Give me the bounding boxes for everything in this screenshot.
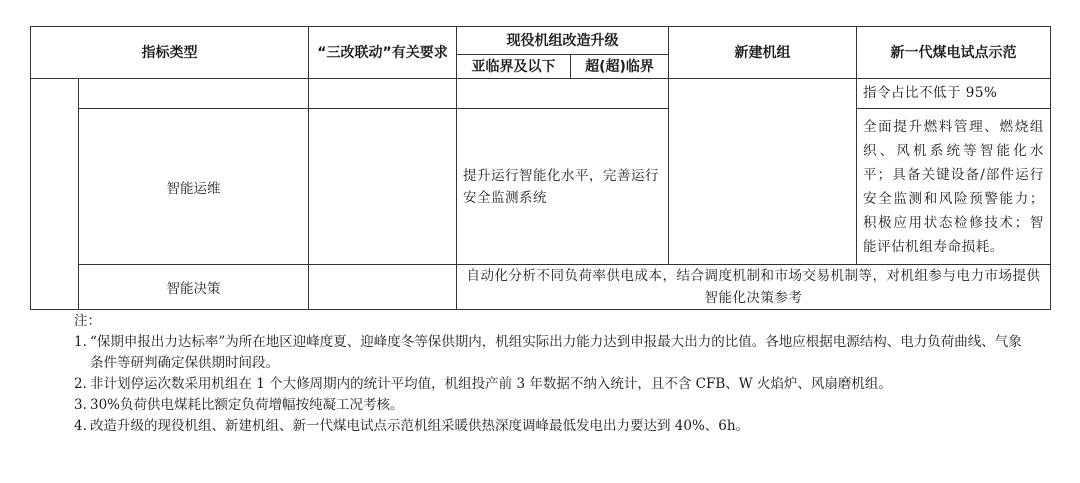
header-new-build: 新建机组 (669, 27, 857, 79)
header-existing-upgrade: 现役机组改造升级 (457, 27, 669, 55)
note-text: 非计划停运次数采用机组在 1 个大修周期内的统计平均值，机组投产前 3 年数据不纳入统计，且不含 CFB、W 火焰炉、风扇磨机组。 (90, 376, 892, 392)
note-text: 30%负荷供电煤耗比额定负荷增幅按纯凝工况考核。 (90, 397, 404, 413)
note-item-3 (74, 395, 1034, 416)
top-pilot-cell: 指令占比不低于 95% (857, 79, 1051, 109)
notes-section (74, 311, 1034, 437)
note-number: 3. (74, 397, 87, 413)
note-item-1 (74, 332, 1034, 374)
indicator-table (30, 26, 1051, 310)
top-requirement-cell (309, 79, 457, 109)
note-number: 1. (74, 334, 87, 350)
note-text: “保期申报出力达标率”为所在地区迎峰度夏、迎峰度冬等保供期内，机组实际出力能力达到申报最大出力的比值。各地应根据电源结构、电力负荷曲线、气象条件等研判确定保供期时间段。 (90, 334, 1022, 371)
notes-title: 注： (74, 313, 101, 329)
note-item-4 (74, 416, 1034, 437)
note-item-2 (74, 374, 1034, 395)
top-label-cell (79, 79, 309, 109)
note-text: 改造升级的现役机组、新建机组、新一代煤电试点示范机组采暖供热深度调峰最低发电出力要达到 40%、6h。 (90, 418, 750, 434)
maintenance-requirement-cell (309, 109, 457, 265)
top-upgrade-cell (457, 79, 669, 109)
note-number: 4. (74, 418, 87, 434)
header-subcritical: 亚临界及以下 (457, 55, 571, 79)
maintenance-pilot: 全面提升燃料管理、燃烧组织、风机系统等智能化水平；具备关键设备/部件运行安全监测和风险预警能力；积极应用状态检修技术；智能评估机组寿命损耗。 (857, 109, 1051, 265)
note-number: 2. (74, 376, 87, 392)
maintenance-label: 智能运维 (79, 109, 309, 265)
category-cell (31, 79, 79, 310)
maintenance-upgrade: 提升运行智能化水平，完善运行安全监测系统 (457, 109, 669, 265)
decision-requirement-cell (309, 265, 457, 310)
decision-text: 自动化分析不同负荷率供电成本，结合调度机制和市场交易机制等，对机组参与电力市场提供智能化决策参考 (457, 265, 1051, 310)
header-pilot: 新一代煤电试点示范 (857, 27, 1051, 79)
header-supercritical: 超(超)临界 (571, 55, 669, 79)
decision-label: 智能决策 (79, 265, 309, 310)
header-indicator-type: 指标类型 (31, 27, 309, 79)
new-build-cell (669, 79, 857, 265)
header-requirement: “三改联动”有关要求 (309, 27, 457, 79)
